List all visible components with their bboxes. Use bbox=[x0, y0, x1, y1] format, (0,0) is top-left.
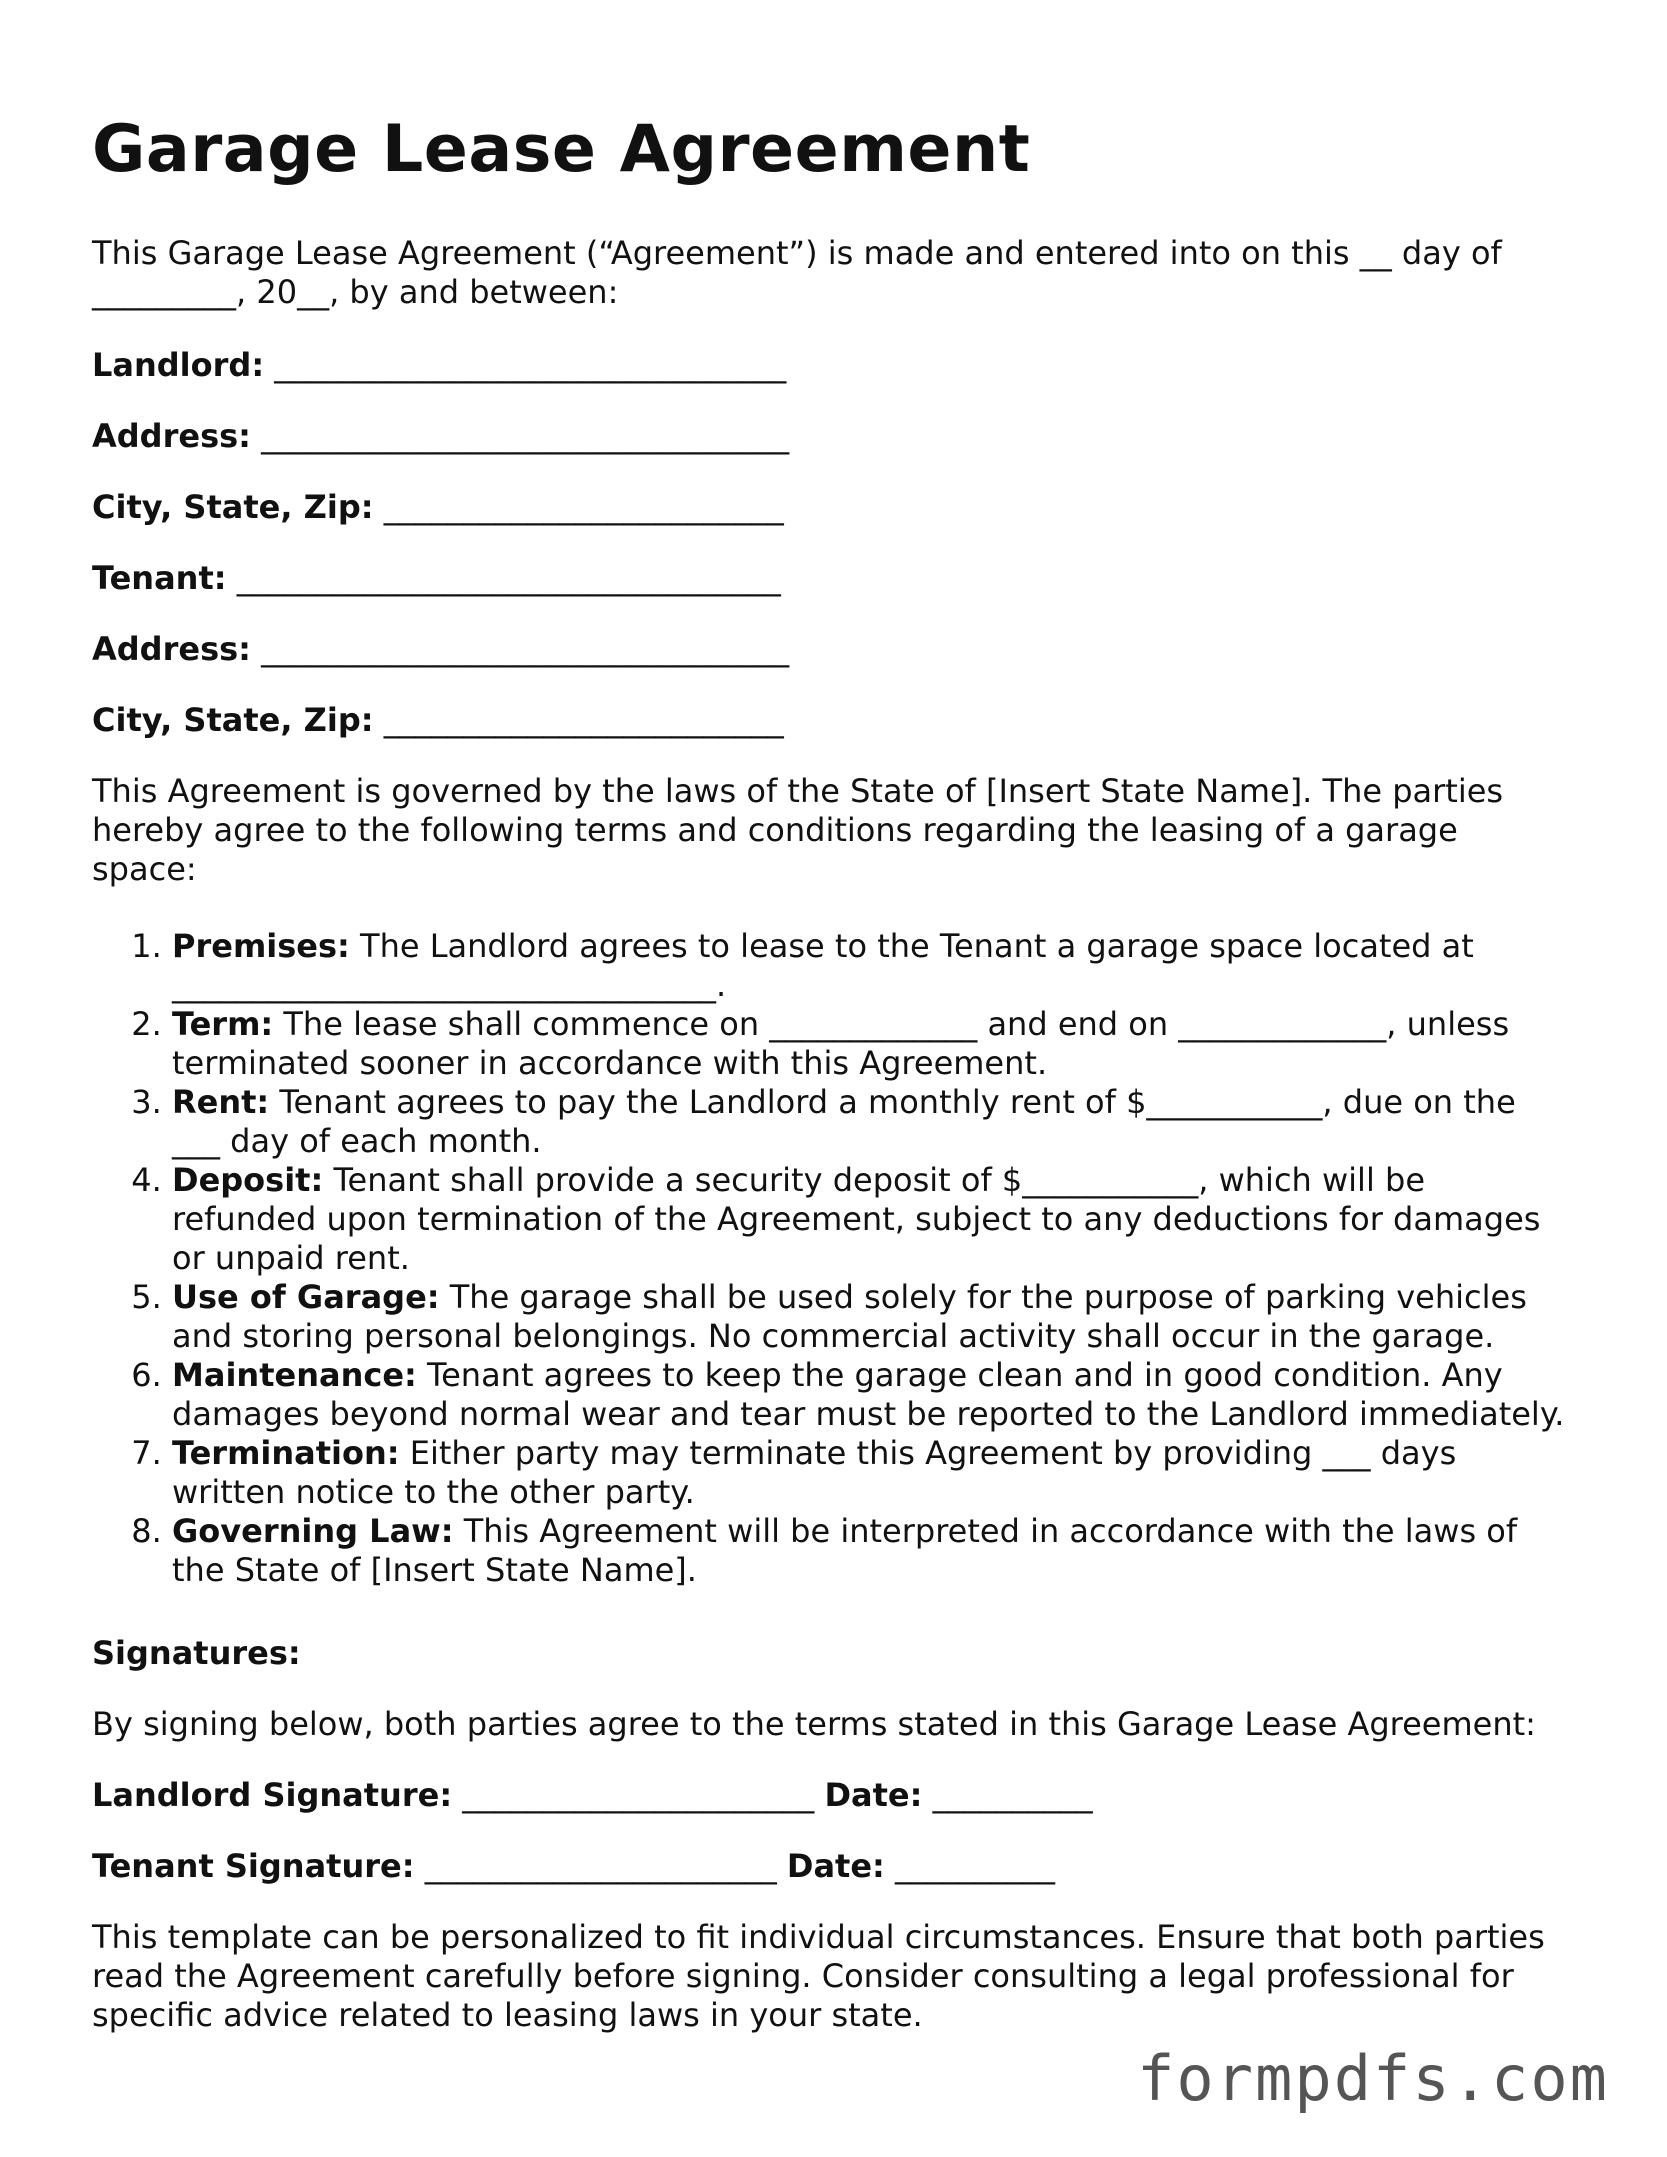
term-heading: Termination: bbox=[172, 1434, 400, 1472]
term-text: Tenant agrees to pay the Landlord a monthly rent of $___________, due on the ___ day of each month. bbox=[172, 1083, 1516, 1160]
list-item bbox=[172, 1278, 1572, 1356]
signature-label: Tenant Signature: bbox=[92, 1847, 415, 1885]
signatures-heading: Signatures: bbox=[92, 1634, 301, 1672]
field-blank: _________________________________ bbox=[261, 630, 790, 668]
field-blank: __________________________________ bbox=[236, 559, 781, 597]
signature-blank: ______________________ bbox=[424, 1847, 777, 1885]
term-text: This Agreement will be interpreted in accordance with the laws of the State of [Insert State Name]. bbox=[172, 1512, 1518, 1589]
signature-blank: ______________________ bbox=[462, 1776, 815, 1814]
list-item bbox=[172, 1005, 1572, 1083]
term-text: The lease shall commence on _____________ and end on _____________, unless terminated sooner in accordance with this Agreement. bbox=[172, 1005, 1510, 1082]
date-blank: __________ bbox=[932, 1776, 1093, 1814]
field-label: Address: bbox=[92, 630, 251, 668]
field-blank: ________________________________ bbox=[274, 346, 787, 384]
field-label: Landlord: bbox=[92, 346, 265, 384]
landlord-field bbox=[92, 346, 1572, 385]
list-item bbox=[172, 1434, 1572, 1512]
date-label: Date: bbox=[786, 1847, 885, 1885]
landlord-city-field bbox=[92, 488, 1572, 527]
terms-list bbox=[92, 927, 1572, 1590]
date-blank: __________ bbox=[895, 1847, 1055, 1885]
signature-label: Landlord Signature: bbox=[92, 1776, 453, 1814]
term-heading: Rent: bbox=[172, 1083, 270, 1121]
term-text: Either party may terminate this Agreement by providing ___ days written notice to the other party. bbox=[172, 1434, 1457, 1511]
closing-paragraph: This template can be personalized to fit individual circumstances. Ensure that both parties read the Agreement carefully before signing. Consider consulting a legal professional for specific advice related to leasing laws in your state. bbox=[92, 1918, 1545, 2034]
document-page bbox=[92, 110, 1572, 2035]
field-label: City, State, Zip: bbox=[92, 701, 374, 739]
date-label: Date: bbox=[824, 1776, 923, 1814]
watermark: formpdfs.com bbox=[1137, 2042, 1609, 2115]
term-heading: Maintenance: bbox=[172, 1356, 417, 1394]
tenant-signature-line bbox=[92, 1847, 1572, 1886]
list-item bbox=[172, 1512, 1572, 1590]
party-fields bbox=[92, 346, 1572, 740]
field-blank: _________________________ bbox=[383, 488, 784, 526]
term-heading: Deposit: bbox=[172, 1161, 324, 1199]
list-item bbox=[172, 1083, 1572, 1161]
field-label: City, State, Zip: bbox=[92, 488, 374, 526]
field-label: Address: bbox=[92, 417, 251, 455]
term-text: The Landlord agrees to lease to the Tenant a garage space located at __________________________________. bbox=[172, 927, 1474, 1004]
term-text: The garage shall be used solely for the purpose of parking vehicles and storing personal belongings. No commercial activity shall occur in the garage. bbox=[172, 1278, 1527, 1355]
tenant-city-field bbox=[92, 701, 1572, 740]
list-item bbox=[172, 1356, 1572, 1434]
field-blank: _________________________________ bbox=[261, 417, 790, 455]
term-text: Tenant agrees to keep the garage clean and in good condition. Any damages beyond normal wear and tear must be reported to the Landlord immediately. bbox=[172, 1356, 1565, 1433]
landlord-signature-line bbox=[92, 1776, 1572, 1815]
landlord-address-field bbox=[92, 417, 1572, 456]
field-label: Tenant: bbox=[92, 559, 227, 597]
term-text: Tenant shall provide a security deposit of $___________, which will be refunded upon termination of the Agreement, subject to any deductions for damages or unpaid rent. bbox=[172, 1161, 1541, 1277]
tenant-address-field bbox=[92, 630, 1572, 669]
signatures-intro: By signing below, both parties agree to the terms stated in this Garage Lease Agreement: bbox=[92, 1705, 1536, 1743]
governing-paragraph: This Agreement is governed by the laws of the State of [Insert State Name]. The parties hereby agree to the following terms and conditions regarding the leasing of a garage space: bbox=[92, 772, 1504, 888]
list-item bbox=[172, 927, 1572, 1005]
term-heading: Use of Garage: bbox=[172, 1278, 440, 1316]
term-heading: Premises: bbox=[172, 927, 350, 965]
intro-paragraph: This Garage Lease Agreement (“Agreement”) is made and entered into on this __ day of _________, 20__, by and between: bbox=[92, 234, 1502, 311]
term-heading: Governing Law: bbox=[172, 1512, 454, 1550]
tenant-field bbox=[92, 559, 1572, 598]
document-title: Garage Lease Agreement bbox=[92, 112, 1031, 187]
field-blank: _________________________ bbox=[383, 701, 784, 739]
term-heading: Term: bbox=[172, 1005, 274, 1043]
list-item bbox=[172, 1161, 1572, 1278]
